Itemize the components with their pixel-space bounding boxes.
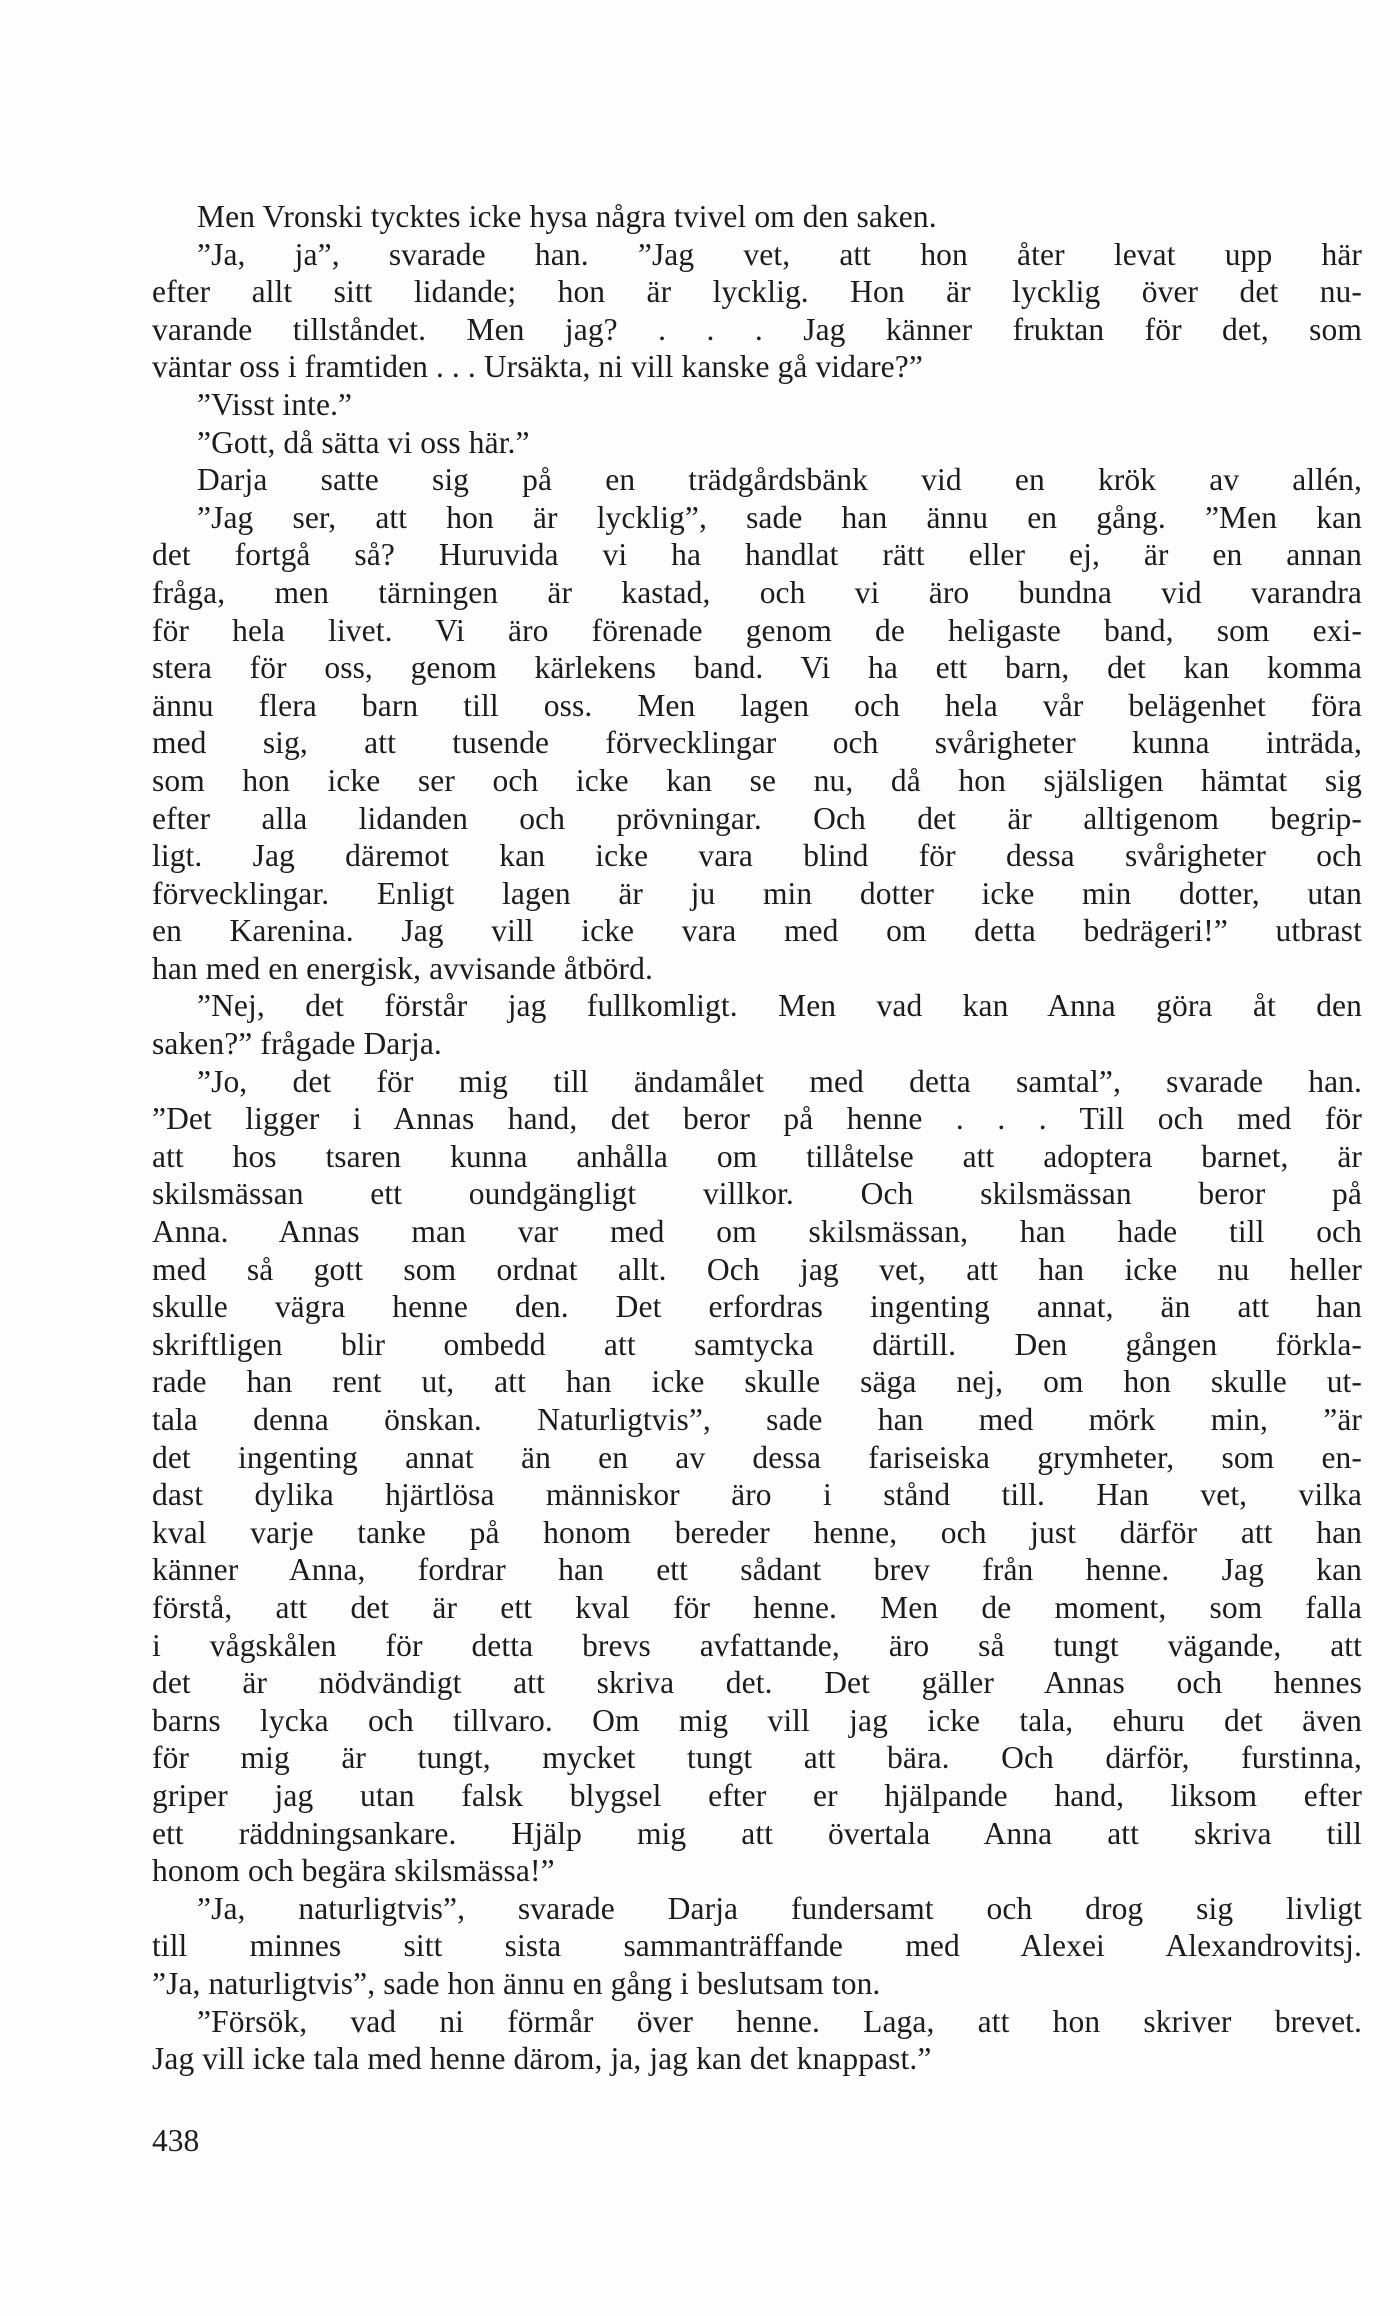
text-line: han med en energisk, avvisande åtbörd.: [152, 950, 653, 986]
text-line: ”Jag ser, att hon är lycklig”, sade han ännu en gång. ”Men kan: [197, 499, 1362, 535]
text-line: förvecklingar. Enligt lagen är ju min dotter icke min dotter, utan: [152, 875, 1362, 911]
text-line: med så gott som ordnat allt. Och jag vet, att han icke nu heller: [152, 1251, 1362, 1287]
text-line: ”Det ligger i Annas hand, det beror på henne . . . Till och med för: [152, 1101, 1362, 1137]
text-line: känner Anna, fordrar han ett sådant brev från henne. Jag kan: [152, 1552, 1362, 1588]
text-line: en Karenina. Jag vill icke vara med om detta bedrägeri!” utbrast: [152, 913, 1362, 949]
text-line: skriftligen blir ombedd att samtycka därtill. Den gången förkla-: [152, 1326, 1362, 1362]
text-line: ”Gott, då sätta vi oss här.”: [197, 424, 530, 460]
text-line: ”Försök, vad ni förmår över henne. Laga, att hon skriver brevet.: [197, 2003, 1362, 2039]
text-line: tala denna önskan. Naturligtvis”, sade han med mörk min, ”är: [152, 1402, 1362, 1437]
text-line: ”Ja, naturligtvis”, svarade Darja fundersamt och drog sig livligt: [197, 1890, 1362, 1926]
text-line: skilsmässan ett oundgängligt villkor. Och skilsmässan beror på: [152, 1176, 1362, 1212]
text-line: rade han rent ut, att han icke skulle säga nej, om hon skulle ut-: [152, 1364, 1362, 1400]
text-line: att hos tsaren kunna anhålla om tillåtelse att adoptera barnet, är: [152, 1138, 1362, 1174]
text-line: saken?” frågade Darja.: [152, 1026, 442, 1062]
text-line: skulle vägra henne den. Det erfordras ingenting annat, än att han: [152, 1289, 1362, 1325]
text-line: med sig, att tusende förvecklingar och svårigheter kunna inträda,: [152, 725, 1362, 761]
text-line: stera för oss, genom kärlekens band. Vi ha ett barn, det kan komma: [152, 650, 1362, 686]
page-number: 438: [152, 2123, 200, 2158]
text-line: Anna. Annas man var med om skilsmässan, han hade till och: [152, 1214, 1362, 1250]
text-line: det är nödvändigt att skriva det. Det gäller Annas och hennes: [152, 1665, 1362, 1701]
text-line: förstå, att det är ett kval för henne. Men de moment, som falla: [152, 1589, 1362, 1625]
text-line: efter allt sitt lidande; hon är lycklig. Hon är lycklig över det nu-: [152, 274, 1362, 310]
text-line: det ingenting annat än en av dessa fariseiska grymheter, som en-: [152, 1439, 1362, 1475]
text-line: dast dylika hjärtlösa människor äro i stånd till. Han vet, vilka: [152, 1477, 1362, 1513]
text-line: varande tillståndet. Men jag? . . . Jag känner fruktan för det, som: [152, 311, 1362, 347]
text-line: väntar oss i framtiden . . . Ursäkta, ni vill kanske gå vidare?”: [152, 349, 923, 385]
text-line: ”Jo, det för mig till ändamålet med detta samtal”, svarade han.: [197, 1063, 1362, 1099]
text-line: honom och begära skilsmässa!”: [152, 1853, 555, 1889]
text-line: Jag vill icke tala med henne därom, ja, jag kan det knappast.”: [152, 2041, 932, 2077]
text-line: det fortgå så? Huruvida vi ha handlat rätt eller ej, är en annan: [152, 537, 1362, 573]
text-line: griper jag utan falsk blygsel efter er hjälpande hand, liksom efter: [152, 1777, 1362, 1813]
text-line: i vågskålen för detta brevs avfattande, äro så tungt vägande, att: [152, 1627, 1362, 1663]
text-line: ännu flera barn till oss. Men lagen och hela vår belägenhet föra: [152, 687, 1362, 723]
text-line: ligt. Jag däremot kan icke vara blind för dessa svårigheter och: [152, 838, 1362, 874]
text-line: ”Ja, naturligtvis”, sade hon ännu en gång i beslutsam ton.: [152, 1965, 881, 2001]
text-line: Darja satte sig på en trädgårdsbänk vid en krök av allén,: [197, 462, 1362, 498]
text-line: ”Ja, ja”, svarade han. ”Jag vet, att hon åter levat upp här: [197, 236, 1362, 272]
text-line: till minnes sitt sista sammanträffande med Alexei Alexandrovitsj.: [152, 1928, 1362, 1964]
text-line: Men Vronski tycktes icke hysa några tvivel om den saken.: [197, 199, 937, 234]
text-line: ett räddningsankare. Hjälp mig att övertala Anna att skriva till: [152, 1815, 1362, 1851]
text-line: som hon icke ser och icke kan se nu, då hon själsligen hämtat sig: [152, 762, 1362, 798]
text-line: kval varje tanke på honom bereder henne, och just därför att han: [152, 1514, 1362, 1550]
text-line: fråga, men tärningen är kastad, och vi äro bundna vid varandra: [152, 574, 1362, 610]
text-line: för mig är tungt, mycket tungt att bära. Och därför, furstinna,: [152, 1740, 1362, 1776]
text-line: barns lycka och tillvaro. Om mig vill jag icke tala, ehuru det även: [152, 1702, 1362, 1738]
body-text: [152, 198, 1362, 2078]
text-line: efter alla lidanden och prövningar. Och det är alltigenom begrip-: [152, 800, 1362, 836]
text-line: ”Nej, det förstår jag fullkomligt. Men vad kan Anna göra åt den: [197, 988, 1362, 1024]
text-line: för hela livet. Vi äro förenade genom de heligaste band, som exi-: [152, 612, 1362, 648]
text-line: ”Visst inte.”: [197, 386, 353, 422]
